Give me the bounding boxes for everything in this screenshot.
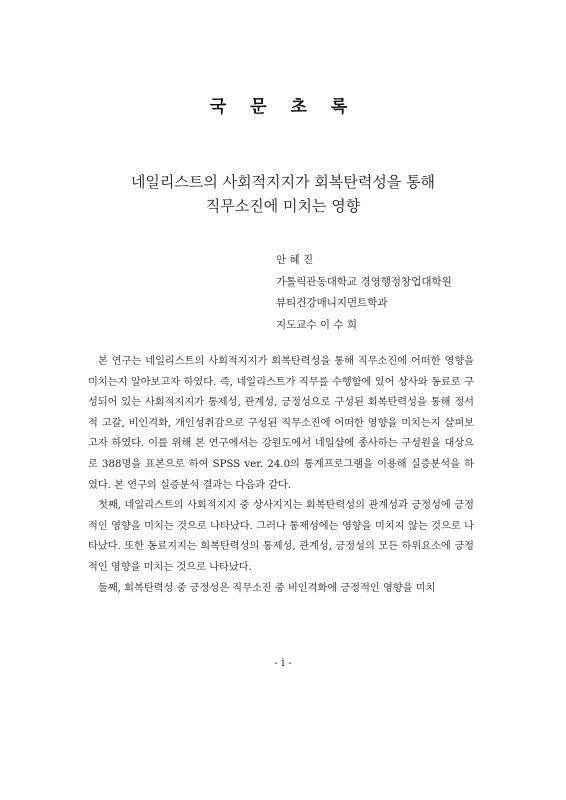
author-name: 안 혜 진: [276, 254, 314, 266]
thesis-title-line-2: 직무소진에 미치는 영향: [205, 197, 361, 215]
abstract-paragraph-2: 첫째, 네일리스트의 사회적지지 중 상사지지는 회복탄력성의 관계성과 긍정성에 긍정적인 영향을 미치는 것으로 나타났다. 그러나 통제성에는 영향을 미치지 않는 것으로 나타났다. 또한 동료지지는 회복탄력성의 통제성, 관계성, 긍정성의 모든 하위요소에 긍정적인 영향을 미치는 것으로 나타났다.: [88, 500, 474, 573]
thesis-title-line-1: 네일리스트의 사회적지지가 회복탄력성을 통해: [130, 173, 436, 191]
author-block: [276, 250, 452, 336]
page-number: - i -: [274, 656, 292, 669]
thesis-title: [0, 170, 566, 218]
author-university: 가톨릭관동대학교 경영행정창업대학원: [276, 275, 452, 288]
abstract-paragraph-1: 본 연구는 네일리스트의 사회적지지가 회복탄력성을 통해 직무소진에 어떠한 영향을 미치는지 알아보고자 하였다. 즉, 네일리스트가 직무를 수행함에 있어 상사와 동료로 구성되어 있는 사회적지지가 통제성, 관계성, 긍정성으로 구성된 회복탄력성을 통해 정서적 고갈, 비인격화, 개인성취감으로 구성된 직무소진에 어떠한 영향을 미치는지 살펴보고자 하였다. 이를 위해 본 연구에서는 강원도에서 네일샵에 종사하는 구성원을 대상으로 388명을 표본으로 하여 SPSS ver. 24.0의 통계프로그램을 이용해 실증분석을 하였다. 본 연구의 실증분석 결과는 다음과 같다.: [88, 356, 474, 491]
author-department: 뷰티건강매니지먼트학과: [276, 297, 388, 309]
advisor: 지도교수 이 수 희: [276, 318, 358, 331]
abstract-paragraph-3: 둘째, 회복탄력성 중 긍정성은 직무소진 중 비인격화에 긍정적인 영향을 미치: [98, 582, 436, 594]
abstract-body: [88, 352, 474, 599]
abstract-heading: 국 문 초 록: [209, 97, 357, 117]
